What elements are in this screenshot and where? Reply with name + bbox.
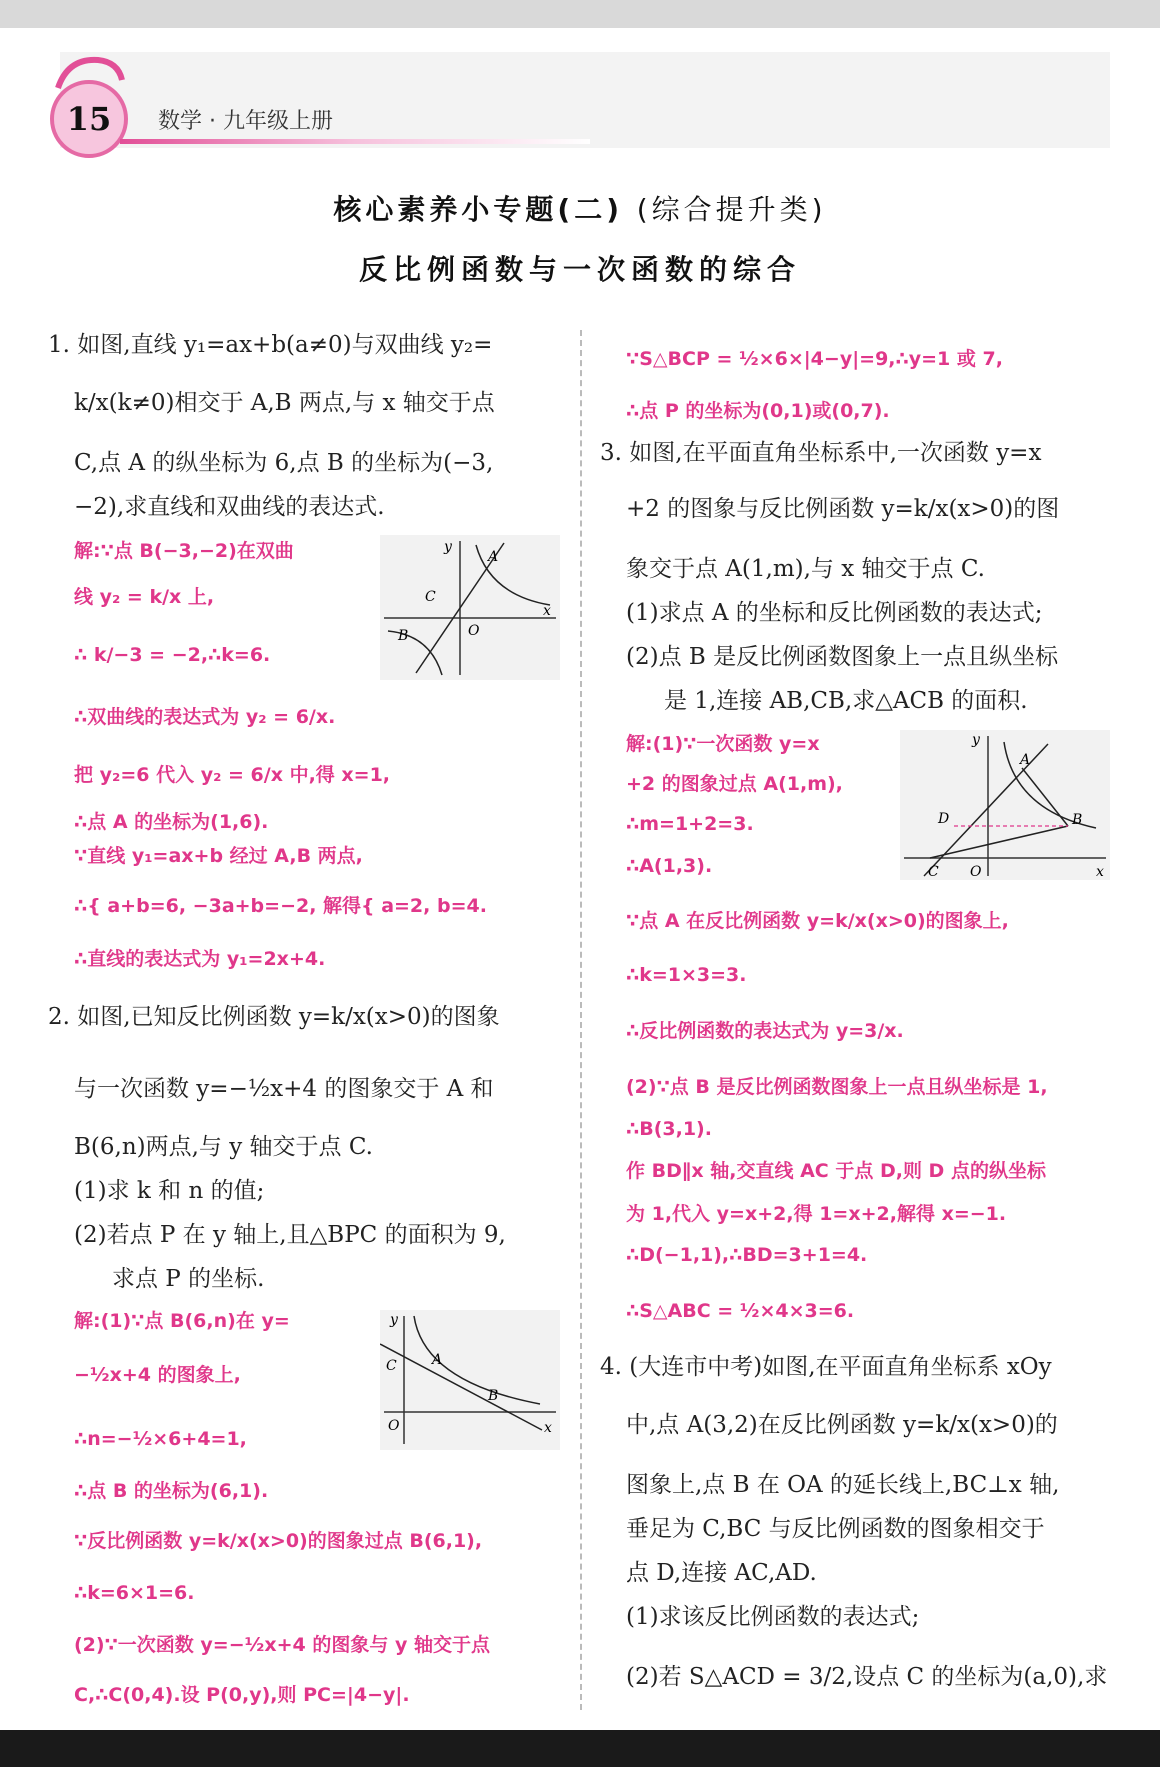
a1-line-7: ∵直线 y₁=ax+b 经过 A,B 两点, (74, 845, 363, 867)
a1-line-8: ∴{ a+b=6, −3a+b=−2, 解得{ a=2, b=4. (74, 895, 487, 917)
fig2-label-y: y (390, 1312, 398, 1328)
q3-line-5: (2)点 B 是反比例函数图象上一点且纵坐标 (626, 644, 1059, 670)
q4-line-6: (1)求该反比例函数的表达式; (626, 1604, 920, 1630)
a2-line-5: ∵反比例函数 y=k/x(x>0)的图象过点 B(6,1), (74, 1530, 483, 1552)
a1-line-6: ∴点 A 的坐标为(1,6). (74, 811, 269, 833)
q3-line-3: 象交于点 A(1,m),与 x 轴交于点 C. (626, 556, 985, 582)
q4-line-5: 点 D,连接 AC,AD. (626, 1560, 817, 1586)
fig1-label-o: O (468, 623, 480, 639)
q3-line-4: (1)求点 A 的坐标和反比例函数的表达式; (626, 600, 1043, 626)
a3-line-4: ∴A(1,3). (626, 855, 713, 877)
q3-line-1: 3. 如图,在平面直角坐标系中,一次函数 y=x (600, 440, 1042, 466)
q1-line-3: C,点 A 的纵坐标为 6,点 B 的坐标为(−3, (74, 450, 494, 476)
fig2-label-c: C (386, 1358, 397, 1374)
a3-line-3: ∴m=1+2=3. (626, 813, 754, 835)
a2-line-1: 解:(1)∵点 B(6,n)在 y= (74, 1310, 290, 1332)
q2-line-2: 与一次函数 y=−½x+4 的图象交于 A 和 (74, 1076, 494, 1102)
a3-line-2: +2 的图象过点 A(1,m), (626, 773, 843, 795)
a2-line-2: −½x+4 的图象上, (74, 1364, 241, 1386)
a3-line-10: 作 BD∥x 轴,交直线 AC 于点 D,则 D 点的纵坐标 (626, 1160, 1046, 1182)
a1-line-2: 线 y₂ = k/x 上, (74, 586, 215, 608)
fig1-label-a: A (488, 549, 499, 565)
fig1-label-b: B (398, 628, 409, 644)
q2-line-3: B(6,n)两点,与 y 轴交于点 C. (74, 1134, 373, 1160)
fig2-label-a: A (432, 1352, 443, 1368)
fig3-segment-ab (1022, 768, 1068, 826)
fig1-label-c: C (425, 589, 436, 605)
a3-line-7: ∴反比例函数的表达式为 y=3/x. (626, 1020, 904, 1042)
section-subtitle: 反比例函数与一次函数的综合 (358, 253, 801, 286)
a2-line-9: ∵S△BCP = ½×6×|4−y|=9,∴y=1 或 7, (626, 348, 1003, 370)
fig2-label-b: B (488, 1388, 499, 1404)
a3-line-13: ∴S△ABC = ½×4×3=6. (626, 1300, 855, 1322)
a2-line-10: ∴点 P 的坐标为(0,1)或(0,7). (626, 400, 890, 422)
figure-1 (380, 535, 560, 680)
fig3-label-a: A (1020, 752, 1031, 768)
a3-line-1: 解:(1)∵一次函数 y=x (626, 733, 820, 755)
a2-line-3: ∴n=−½×6+4=1, (74, 1428, 247, 1450)
a2-line-8: C,∴C(0,4).设 P(0,y),则 PC=|4−y|. (74, 1684, 410, 1706)
fig1-label-y: y (444, 539, 452, 555)
fig2-label-x: x (544, 1420, 552, 1436)
fig3-label-b: B (1072, 812, 1083, 828)
page-number: 15 (66, 100, 112, 138)
section-title (0, 188, 1160, 228)
figure-2 (380, 1310, 560, 1450)
q3-line-2: +2 的图象与反比例函数 y=k/x(x>0)的图 (626, 496, 1060, 522)
a1-line-5: 把 y₂=6 代入 y₂ = 6/x 中,得 x=1, (74, 764, 391, 786)
a2-line-7: (2)∵一次函数 y=−½x+4 的图象与 y 轴交于点 (74, 1634, 490, 1656)
fig3-label-d: D (938, 811, 950, 827)
q1-line-2: k/x(k≠0)相交于 A,B 两点,与 x 轴交于点 (74, 390, 495, 416)
top-shadow (0, 0, 1160, 28)
book-title: 数学 · 九年级上册 (158, 109, 333, 134)
q2-line-4: (1)求 k 和 n 的值; (74, 1178, 265, 1204)
fig3-segment-cb (930, 826, 1068, 858)
fig3-label-c: C (928, 864, 939, 880)
a3-line-8: (2)∵点 B 是反比例函数图象上一点且纵坐标是 1, (626, 1076, 1048, 1098)
q1-line-1: 1. 如图,直线 y₁=ax+b(a≠0)与双曲线 y₂= (48, 332, 493, 358)
a3-line-11: 为 1,代入 y=x+2,得 1=x+2,解得 x=−1. (626, 1203, 1007, 1225)
column-divider (580, 330, 582, 1710)
q2-line-5: (2)若点 P 在 y 轴上,且△BPC 的面积为 9, (74, 1222, 506, 1248)
fig3-label-x: x (1096, 864, 1104, 880)
a3-line-5: ∵点 A 在反比例函数 y=k/x(x>0)的图象上, (626, 910, 1009, 932)
fig1-hyperbola-branch-2 (388, 631, 442, 675)
a1-line-9: ∴直线的表达式为 y₁=2x+4. (74, 948, 326, 970)
a1-line-1: 解:∵点 B(−3,−2)在双曲 (74, 540, 294, 562)
section-title-main: 核心素养小专题(二) (333, 193, 623, 226)
a1-line-3: ∴ k/−3 = −2,∴k=6. (74, 644, 271, 666)
a1-line-4: ∴双曲线的表达式为 y₂ = 6/x. (74, 706, 336, 728)
a3-line-9: ∴B(3,1). (626, 1118, 712, 1140)
a2-line-6: ∴k=6×1=6. (74, 1582, 195, 1604)
figure-3 (900, 730, 1110, 880)
a3-line-6: ∴k=1×3=3. (626, 964, 747, 986)
q4-line-2: 中,点 A(3,2)在反比例函数 y=k/x(x>0)的 (626, 1412, 1058, 1438)
fig3-label-o: O (970, 864, 982, 880)
header-underline (120, 139, 590, 144)
fig2-label-o: O (388, 1418, 400, 1434)
q3-line-6: 是 1,连接 AB,CB,求△ACB 的面积. (664, 688, 1028, 714)
fig3-label-y: y (972, 732, 980, 748)
q2-line-1: 2. 如图,已知反比例函数 y=k/x(x>0)的图象 (48, 1004, 500, 1030)
q4-line-7: (2)若 S△ACD = 3/2,设点 C 的坐标为(a,0),求 (626, 1664, 1108, 1690)
a3-line-12: ∴D(−1,1),∴BD=3+1=4. (626, 1244, 868, 1266)
q1-line-4: −2),求直线和双曲线的表达式. (74, 494, 385, 520)
q4-line-1: 4. (大连市中考)如图,在平面直角坐标系 xOy (600, 1354, 1052, 1380)
section-title-category: (综合提升类) (636, 193, 827, 226)
fig1-label-x: x (543, 603, 551, 619)
a2-line-4: ∴点 B 的坐标为(6,1). (74, 1480, 269, 1502)
bottom-bar (0, 1730, 1160, 1767)
q4-line-4: 垂足为 C,BC 与反比例函数的图象相交于 (626, 1516, 1045, 1542)
q4-line-3: 图象上,点 B 在 OA 的延长线上,BC⊥x 轴, (626, 1472, 1060, 1498)
q2-line-6: 求点 P 的坐标. (112, 1266, 265, 1292)
